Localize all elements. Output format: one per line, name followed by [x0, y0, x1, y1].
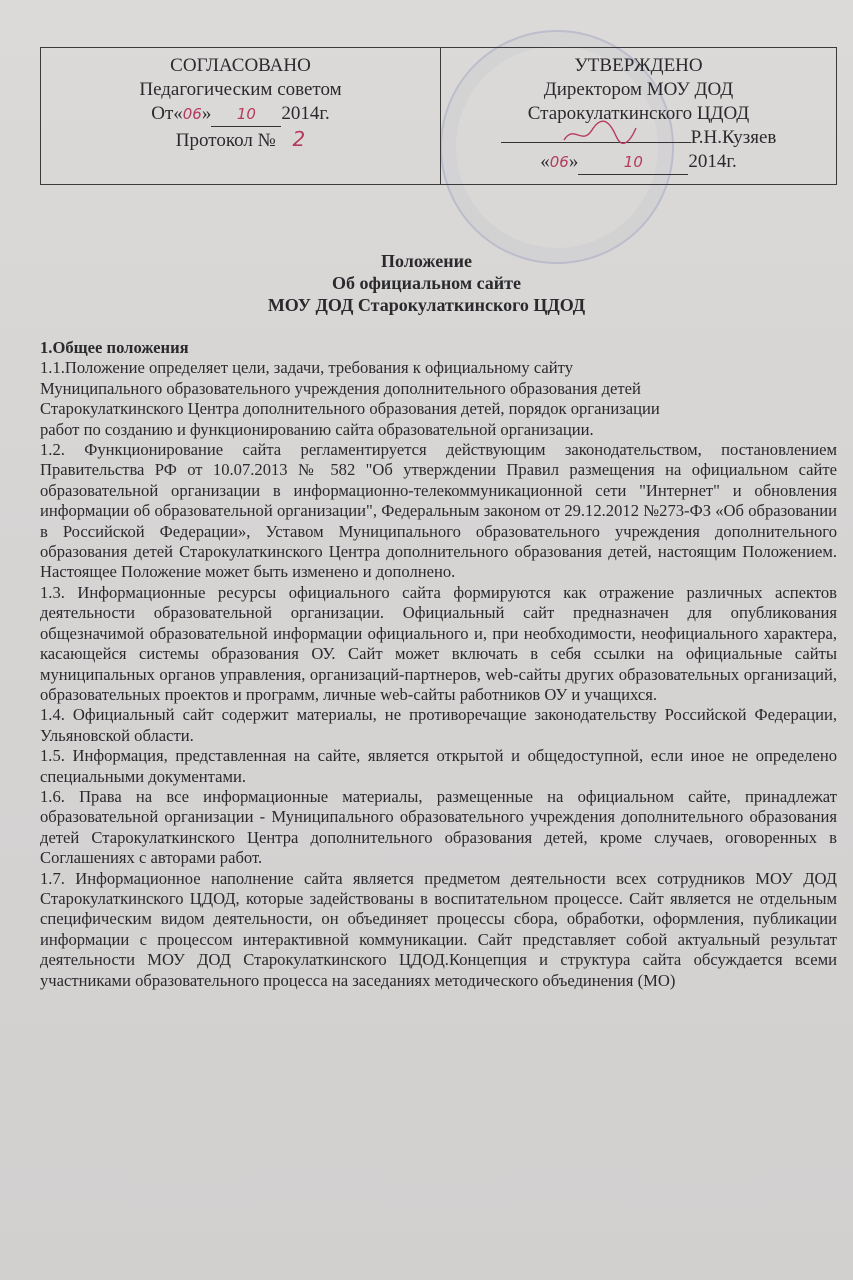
agreed-by: Педагогическим советом	[139, 79, 342, 100]
document-body	[40, 338, 837, 991]
approved-date-month: 10	[623, 153, 643, 171]
paragraph-1-7: 1.7. Информационное наполнение сайта является предметом деятельности всех сотрудников МОУ ДОД Старокулаткинского ЦДОД, которые задействованы в воспитательном процессе. Сайт является не отдельным специфическим видом деятельности, он объединяет процессы сбора, обработки, оформления, публикации информации с процессом интерактивной коммуникации. Сайт представляет собой актуальный результат деятельности МОУ ДОД Старокулаткинского ЦДОД.Концепция и структура сайта обсуждается всеми участниками образовательного процесса на заседаниях методического объединения (МО)	[40, 868, 837, 990]
document-title	[0, 250, 853, 316]
approved-date-day: 06	[549, 153, 569, 171]
title-line-3: МОУ ДОД Старокулаткинского ЦДОД	[267, 295, 586, 315]
paragraph-1-1: 1.1.Положение определяет цели, задачи, требования к официальному сайту Муниципального образовательного учреждения дополнительного образования детей Старокулаткинского Центра дополнительного образования детей, порядок организации работ по созданию и функционированию сайта образовательной организации.	[40, 358, 660, 439]
approval-table	[40, 47, 837, 185]
paragraph-1-3: 1.3. Информационные ресурсы официального сайта формируются как отражение различных аспектов деятельности образовательной организации. Официальный сайт предназначен для опубликования общезначимой образовательной информации официального и, при необходимости, неофициального характера, касающейся системы образования ОУ. Сайт может включать в себя ссылки на официальные сайты муниципальных органов управления, организаций-партнеров, web-сайты других образовательных организаций, образовательных проектов и программ, личные web-сайты работников ОУ и учащихся.	[40, 582, 837, 704]
agreed-heading: СОГЛАСОВАНО	[170, 55, 311, 76]
protocol-number: 2	[292, 127, 306, 151]
agreed-date-month-blank	[211, 102, 281, 127]
agreed-date-day: 06	[182, 105, 202, 123]
title-line-2: Об официальном сайте	[331, 273, 522, 293]
signature-blank	[501, 142, 691, 143]
title-line-1: Положение	[381, 251, 472, 271]
agreed-date: От«06» 10 2014г.	[41, 102, 440, 127]
approved-signature-line: Р.Н.Кузяев	[441, 126, 836, 150]
approved-date: «06» 10 2014г.	[441, 150, 836, 175]
protocol-line: Протокол № 2	[175, 127, 306, 151]
paragraph-1-5: 1.5. Информация, представленная на сайте, является открытой и общедоступной, если иное не определено специальными документами.	[40, 746, 837, 786]
agreed-date-month: 10	[236, 105, 256, 123]
agreed-cell	[41, 48, 441, 184]
approved-org: Старокулаткинского ЦДОД	[527, 103, 750, 124]
paragraph-1-6: 1.6. Права на все информационные материалы, размещенные на официальном сайте, принадлежат образовательной организации - Муниципального образовательного учреждения дополнительного образования детей Старокулаткинского Центра дополнительного образования детей, кроме случаев, оговоренных в Соглашениях с авторами работ.	[40, 786, 837, 868]
approved-date-month-blank	[578, 150, 688, 175]
paragraph-1-4: 1.4. Официальный сайт содержит материалы, не противоречащие законодательству Российской Федерации, Ульяновской области.	[40, 705, 837, 745]
approved-cell	[441, 48, 836, 184]
paragraph-1-2: 1.2. Функционирование сайта регламентируется действующим законодательством, постановлением Правительства РФ от 10.07.2013 № 582 "Об утверждении Правил размещения на официальном сайте образовательной организации в информационно-телекоммуникационной сети "Интернет" и обновления информации об образовательной организации", Федеральным законом от 29.12.2012 №273-ФЗ «Об образовании в Российской Федерации», Уставом Муниципального образовательного учреждения дополнительного образования детей Старокулаткинского Центра дополнительного образования детей, настоящим Положением. Настоящее Положение может быть изменено и дополнено.	[40, 440, 837, 582]
approved-by: Директором МОУ ДОД	[543, 79, 734, 100]
approved-heading: УТВЕРЖДЕНО	[574, 55, 703, 76]
section-heading: 1.Общее положения	[40, 338, 189, 357]
